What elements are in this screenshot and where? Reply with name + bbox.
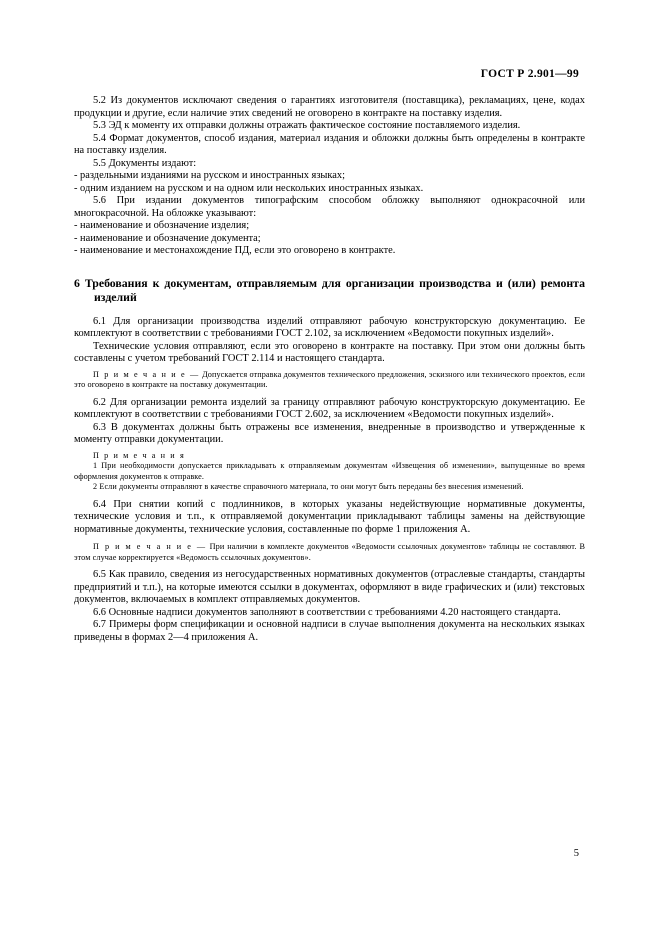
list-item: - наименование и местонахождение ПД, если это оговорено в контракте.	[74, 245, 396, 256]
section-6-heading: 6 Требования к документам, отправляемым для организации производства и (или) ремонта изделий	[74, 275, 585, 304]
note-item: 1 При необходимости допускается прикладывать к отправляемым документам «Извещения об изменении», выпущенные во время оформления документов к отправке.	[74, 461, 585, 481]
paragraph-6-1-continued: Технические условия отправляют, если это оговорено в контракте на поставку. При этом они должны быть составлены с учетом требований ГОСТ 2.114 и настоящего стандарта.	[74, 340, 585, 364]
paragraph-5-5: 5.5 Документы издают:	[93, 157, 197, 169]
note-item: 2 Если документы отправляют в качестве справочного материала, то они могут быть переданы без внесения изменений.	[93, 482, 524, 491]
paragraph-6-3: 6.3 В документах должны быть отражены все изменения, внедренные в производство и утвержденные к моменту отправки документации.	[74, 421, 585, 445]
paragraph-6-5: 6.5 Как правило, сведения из негосударственных нормативных документов (отраслевые стандарты, стандарты предприятий и т.п.), на которые имеются ссылки в документах, оформляют в виде графических и (или) текстовых документов, включаемых в комплект отправляемых документов.	[74, 569, 585, 605]
paragraph-6-2: 6.2 Для организации ремонта изделий за границу отправляют рабочую конструкторскую документацию. Ее комплектуют в соответствии с требованиями ГОСТ 2.602, за исключением «Ведомости покупных изделий».	[74, 396, 585, 420]
list-item: - наименование и обозначение документа;	[74, 232, 261, 244]
note-label: П р и м е ч а н и е —	[93, 369, 200, 379]
note-label: П р и м е ч а н и е —	[93, 542, 207, 551]
paragraph-5-2: 5.2 Из документов исключают сведения о гарантиях изготовителя (поставщика), рекламациях, цене, кодах продукции и другие, если наличие этих сведений не оговорено в контракте на поставку изделия.	[74, 95, 585, 119]
paragraph-5-6: 5.6 При издании документов типографским способом обложку выполняют однокрасочной или многокрасочной. На обложке указывают:	[74, 195, 585, 219]
paragraph-6-7: 6.7 Примеры форм спецификации и основной надписи в случае выполнения документа на нескольких языках приведены в формах 2—4 приложения А.	[74, 619, 585, 643]
note-6-1	[74, 370, 585, 391]
list-item: - одним изданием на русском и на одном или нескольких иностранных языках.	[74, 182, 424, 194]
note-6-4	[74, 542, 585, 563]
list-item: - наименование и обозначение изделия;	[74, 220, 250, 231]
paragraph-6-4: 6.4 При снятии копий с подлинников, в которых указаны недействующие нормативные документы, технические условия и т.п., к отправляемой документации прикладывают таблицы замены на действующие нормативные документы, технические условия, составленные по форме 1 приложения А.	[74, 498, 585, 535]
note-text: Допускается отправка документов технического предложения, эскизного или технического проектов, если это оговорено в контракте на поставку документации.	[74, 369, 585, 389]
page-number: 5	[573, 848, 579, 859]
notes-label: П р и м е ч а н и я	[93, 450, 186, 460]
paragraph-6-6: 6.6 Основные надписи документов заполняют в соответствии с требованиями 4.20 настоящего стандарта.	[93, 606, 561, 618]
paragraph-5-3: 5.3 ЭД к моменту их отправки должны отражать фактическое состояние поставляемого изделия.	[93, 120, 521, 131]
paragraph-6-1: 6.1 Для организации производства изделий отправляют рабочую конструкторскую документацию. Ее комплектуют в соответствии с требованиями ГОСТ 2.102, за исключением «Ведомости покупных изделий».	[74, 315, 585, 339]
list-item: - раздельными изданиями на русском и иностранных языках;	[74, 170, 345, 181]
note-text: При наличии в комплекте документов «Ведомости ссылочных документов» таблицы не составляют. В этом случае корректируется «Ведомость ссылочных документов».	[74, 542, 586, 562]
page-body	[74, 95, 585, 644]
paragraph-5-4: 5.4 Формат документов, способ издания, материал издания и обложки должны быть определены в контракте на поставку изделия.	[74, 132, 585, 156]
document-code: ГОСТ Р 2.901—99	[480, 68, 579, 80]
